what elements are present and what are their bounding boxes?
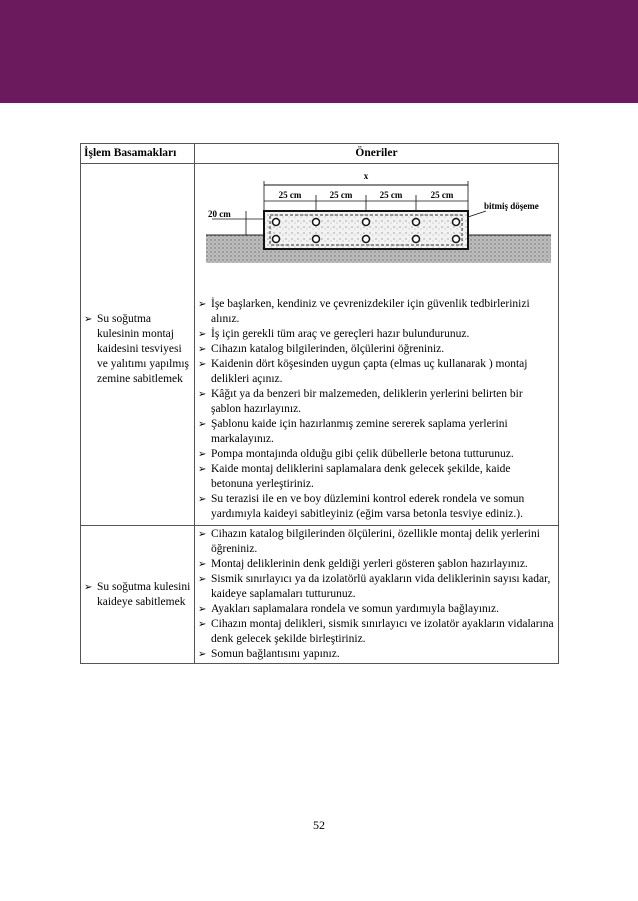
list-item: ➢ Somun bağlantısını yapınız. [198, 647, 555, 662]
suggestion-list-2 [198, 527, 555, 662]
page-number: 52 [313, 818, 325, 832]
table-row [81, 526, 559, 664]
table-row [81, 164, 559, 297]
spacing-label: 25 cm [329, 190, 353, 200]
diagram-cell [195, 164, 559, 297]
list-item: ➢ Cihazın montaj delikleri, sismik sınırlayıcı ve izolatör ayakların vidalarına denk gelecek şekilde birleştiriniz. [198, 617, 555, 647]
list-item: ➢ Montaj deliklerinin denk geldiği yerleri gösteren şablon hazırlayınız. [198, 557, 555, 572]
spacing-label: 25 cm [278, 190, 302, 200]
header-suggestions: Öneriler [195, 144, 559, 164]
step-text: ➢ Su soğutma kulesinin montaj kaidesini tesviyesi ve yalıtımı yapılmış zemine sabitlemek [84, 312, 191, 387]
list-item: ➢ Pompa montajında olduğu gibi çelik dübellerle betona tutturunuz. [198, 447, 555, 462]
suggestions-cell-2 [195, 526, 559, 664]
suggestion-list-1 [198, 297, 555, 522]
header-steps: İşlem Basamakları [81, 144, 195, 164]
list-item: ➢ Kaidenin dört köşesinden uygun çapta (elmas uç kullanarak ) montaj delikleri açınız. [198, 357, 555, 387]
list-item: ➢ Kaide montaj deliklerini saplamalara denk gelecek şekilde, kaide betonuna yerleştiriniz. [198, 462, 555, 492]
step-cell-2 [81, 526, 195, 664]
suggestions-cell-1 [195, 296, 559, 526]
floor-label: bitmiş döşeme [484, 201, 539, 211]
concrete-base [264, 211, 468, 249]
list-item: ➢ Ayakları saplamalara rondela ve somun yardımıyla bağlayınız. [198, 602, 555, 617]
list-item: ➢ İşe başlarken, kendiniz ve çevrenizdekiler için güvenlik tedbirlerinizi alınız. [198, 297, 555, 327]
header-band [0, 0, 638, 103]
spacing-label: 25 cm [379, 190, 403, 200]
list-item: ➢ Sismik sınırlayıcı ya da izolatörlü ayakların vida deliklerinin sayısı kadar, kaideye saplamaları tutturunuz. [198, 572, 555, 602]
height-label: 20 cm [208, 209, 231, 219]
list-item: ➢ Kâğıt ya da benzeri bir malzemeden, deliklerin yerlerini belirten bir şablon hazırlayınız. [198, 387, 555, 417]
list-item: ➢ İş için gerekli tüm araç ve gereçleri hazır bulundurunuz. [198, 327, 555, 342]
x-label: x [363, 171, 369, 181]
list-item: ➢ Su terazisi ile en ve boy düzlemini kontrol ederek rondela ve somun yardımıyla kaideyi sabitleyiniz (eğim varsa betonla tesviye ediniz.). [198, 492, 555, 522]
list-item: ➢ Cihazın katalog bilgilerinden, ölçülerini öğreniniz. [198, 342, 555, 357]
table-header-row [81, 144, 559, 164]
spacing-label: 25 cm [430, 190, 454, 200]
procedure-table [80, 143, 559, 664]
step-text: ➢ Su soğutma kulesini kaideye sabitlemek [84, 580, 191, 610]
step-cell-1 [81, 164, 195, 526]
list-item: ➢ Şablonu kaide için hazırlanmış zemine sererek saplama yerlerini markalayınız. [198, 417, 555, 447]
base-mounting-diagram [206, 171, 551, 291]
list-item: ➢ Cihazın katalog bilgilerinden ölçülerini, özellikle montaj delik yerlerini öğreniniz. [198, 527, 555, 557]
